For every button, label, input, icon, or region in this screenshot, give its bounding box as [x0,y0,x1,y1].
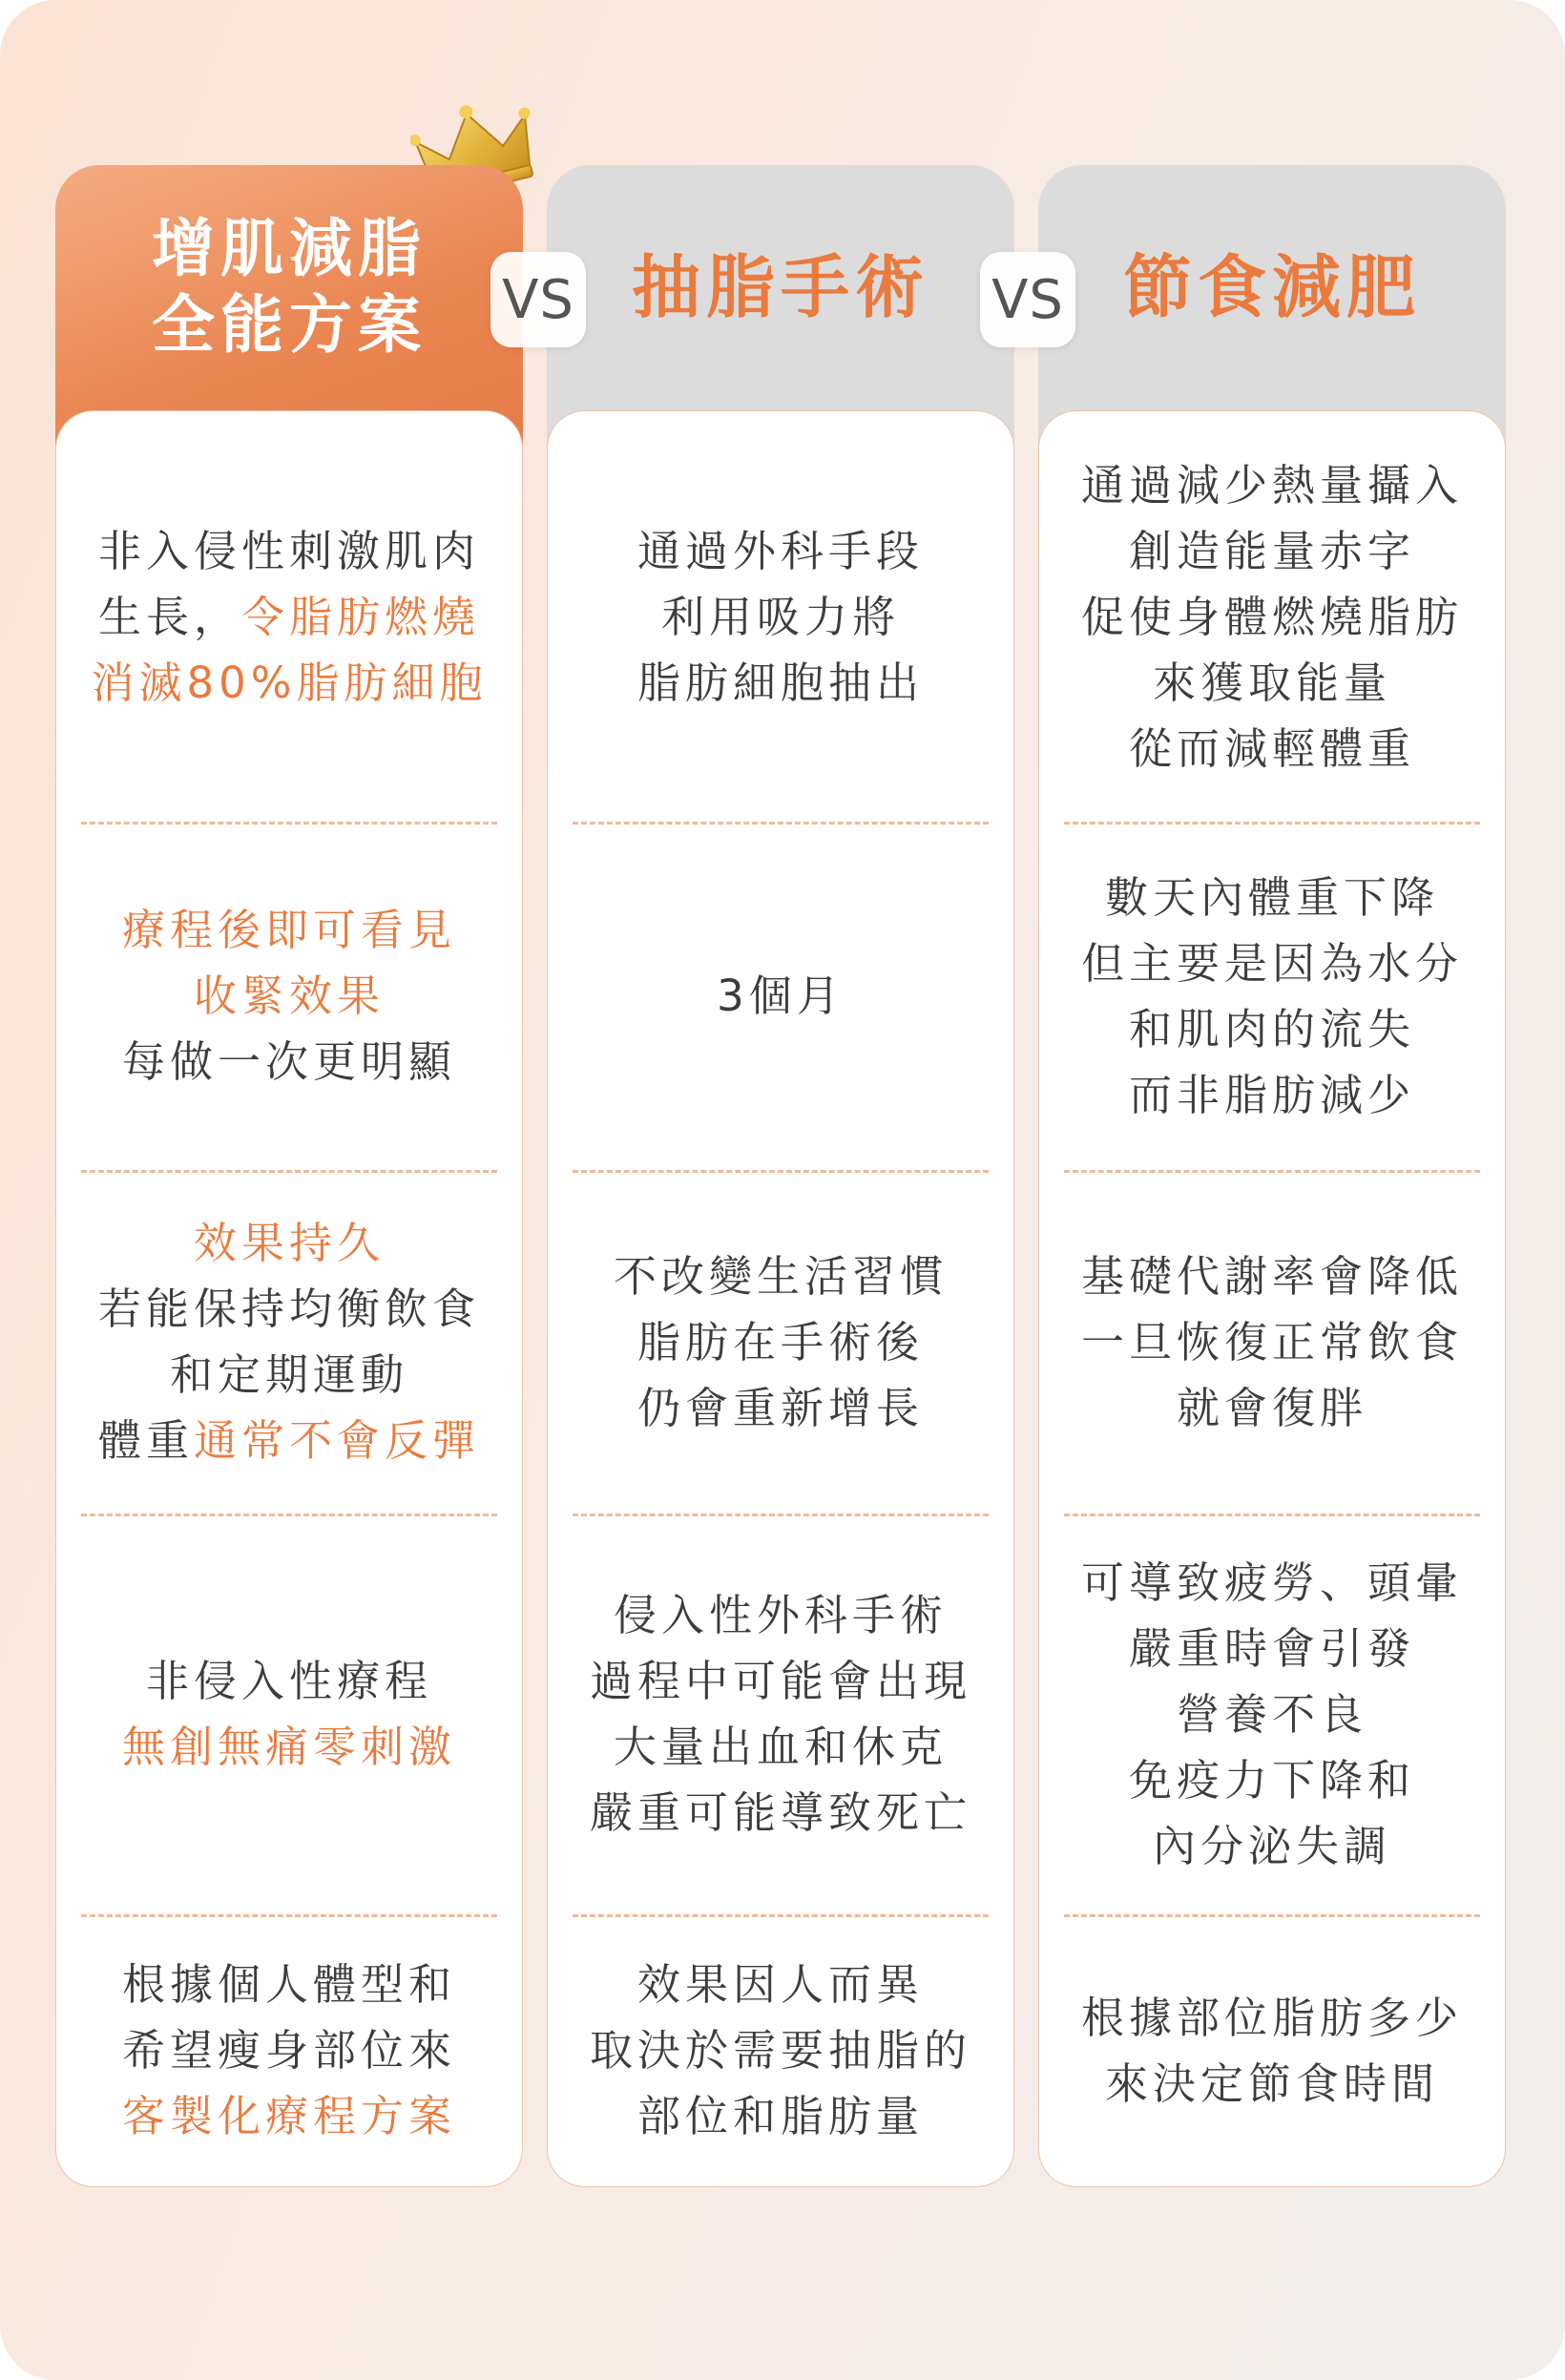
column-dieting [1038,165,1506,2188]
body-text: 創造能量赤字 [1128,525,1415,576]
body-text: 不改變生活習慣 [613,1250,948,1302]
column-body [547,410,1014,2187]
cell-line [122,2083,456,2149]
body-text: 非入侵性刺激肌肉 [97,525,480,576]
body-text: 通過減少熱量攝入 [1080,459,1463,511]
cell-line [1081,452,1463,518]
column-body [55,410,523,2187]
cell-line [170,1342,408,1408]
cell-line [614,1243,948,1309]
cell-line [1129,996,1415,1062]
comparison-cell [1039,1514,1505,1914]
cell-line [637,1375,924,1441]
cell-line [98,518,480,584]
vs-badge: VS [980,252,1075,347]
cell-line [194,963,385,1029]
body-text: 免疫力下降和 [1128,1754,1415,1806]
body-text: 體重 [97,1415,194,1466]
comparison-cell [548,1170,1013,1514]
body-text: 若能保持均衡飲食 [97,1284,480,1334]
cell-line [1081,1243,1463,1309]
cell-line [122,1952,456,2017]
cell-line [637,1309,924,1375]
body-text: 而非脂肪減少 [1128,1069,1415,1120]
body-text: 脂肪細胞抽出 [636,657,924,708]
body-text: 內分泌失調 [1152,1820,1391,1871]
cell-line [1129,1616,1415,1681]
cell-line [637,2083,924,2149]
cell-line [637,1952,924,2017]
body-text: 基礎代謝率會降低 [1080,1250,1463,1302]
cell-line [1129,716,1415,782]
body-text: 但主要是因為水分 [1080,937,1463,989]
body-text: 取決於需要抽脂的 [589,2025,971,2076]
cell-line [98,1276,480,1342]
body-text: 一旦恢復正常飲食 [1080,1316,1463,1367]
comparison-cell [1039,1914,1505,2186]
cell-line [614,1714,948,1780]
body-text: 根據個人體型和 [121,1959,456,2010]
cell-line [1177,1681,1367,1747]
body-text: 侵入性外科手術 [613,1590,948,1640]
cell-line [1129,1062,1415,1128]
cell-line [637,650,924,716]
cell-line [590,1780,971,1846]
column-fat-reduction-plan [55,165,523,2188]
cell-line [98,1408,480,1473]
cell-line [717,963,845,1029]
body-text: 和定期運動 [169,1349,408,1400]
vs-badge: VS [490,252,586,347]
cell-line [122,1714,456,1780]
body-text: 希望瘦身部位來 [121,2025,456,2076]
comparison-cell [56,1514,522,1914]
cell-line [91,650,487,716]
highlight-text: 令脂肪燃燒 [241,591,481,642]
column-title: 節食減肥 [1122,246,1421,327]
column-title: 增肌減脂 全能方案 [152,211,427,362]
body-text: 生長， [97,591,241,642]
cell-line [122,2017,456,2083]
cell-line [1129,1747,1415,1813]
cell-line [1081,1309,1463,1375]
highlight-text: 效果持久 [193,1218,385,1268]
cell-line [122,897,456,963]
body-text: 脂肪在手術後 [636,1316,924,1367]
body-text: 營養不良 [1176,1688,1367,1740]
body-text: 和肌肉的流失 [1128,1003,1415,1054]
cell-line [146,1648,432,1714]
body-text: 大量出血和休克 [613,1722,948,1772]
body-text: 來決定節食時間 [1104,2057,1439,2109]
body-text: 3個月 [717,971,845,1021]
highlight-text: 消滅80%脂肪細胞 [91,657,488,708]
comparison-cell [56,822,522,1170]
comparison-cell [548,1514,1013,1914]
comparison-cell [56,1170,522,1514]
cell-line [614,1582,948,1648]
cell-line [1153,650,1391,716]
body-text: 嚴重可能導致死亡 [589,1787,971,1838]
body-text: 可導致疲勞、頭暈 [1080,1556,1463,1608]
cell-line [1129,518,1415,584]
cell-line [637,518,924,584]
cell-line [590,1648,971,1714]
highlight-text: 客製化療程方案 [121,2091,456,2141]
body-text: 通過外科手段 [636,525,924,576]
body-text: 促使身體燃燒脂肪 [1080,591,1463,642]
body-text: 根據部位脂肪多少 [1080,1992,1463,2043]
body-text: 利用吸力將 [660,591,900,642]
cell-line [98,584,480,650]
comparison-cell [1039,822,1505,1170]
highlight-text: 無創無痛零刺激 [121,1722,456,1772]
comparison-cell [548,1914,1013,2186]
body-text: 仍會重新增長 [636,1382,924,1433]
cell-line [122,1029,456,1095]
cell-line [661,584,900,650]
cell-line [194,1210,385,1276]
body-text: 非侵入性療程 [145,1656,432,1706]
body-text: 就會復胖 [1176,1382,1367,1433]
highlight-text: 療程後即可看見 [121,905,456,955]
cell-line [1177,1375,1367,1441]
column-title: 抽脂手術 [631,246,929,327]
comparison-cell [548,822,1013,1170]
cell-line [590,2017,971,2083]
highlight-text: 收緊效果 [193,971,385,1021]
column-body [1038,410,1506,2187]
comparison-cell [1039,411,1505,822]
column-liposuction [547,165,1014,2188]
cell-line [1081,584,1463,650]
comparison-cell [56,411,522,822]
body-text: 部位和脂肪量 [636,2091,924,2141]
body-text: 嚴重時會引發 [1128,1622,1415,1674]
cell-line [1105,865,1439,930]
comparison-cell [56,1914,522,2186]
cell-line [1081,1550,1463,1616]
body-text: 來獲取能量 [1152,657,1391,708]
cell-line [1105,2051,1439,2117]
cell-line [1081,1985,1463,2051]
body-text: 從而減輕體重 [1128,722,1415,774]
body-text: 每做一次更明顯 [121,1036,456,1087]
comparison-cell [548,411,1013,822]
cell-line [1081,930,1463,996]
body-text: 數天內體重下降 [1104,871,1439,923]
body-text: 過程中可能會出現 [589,1656,971,1706]
body-text: 效果因人而異 [636,1959,924,2010]
comparison-cell [1039,1170,1505,1514]
highlight-text: 通常不會反彈 [194,1415,481,1466]
cell-line [1153,1813,1391,1879]
